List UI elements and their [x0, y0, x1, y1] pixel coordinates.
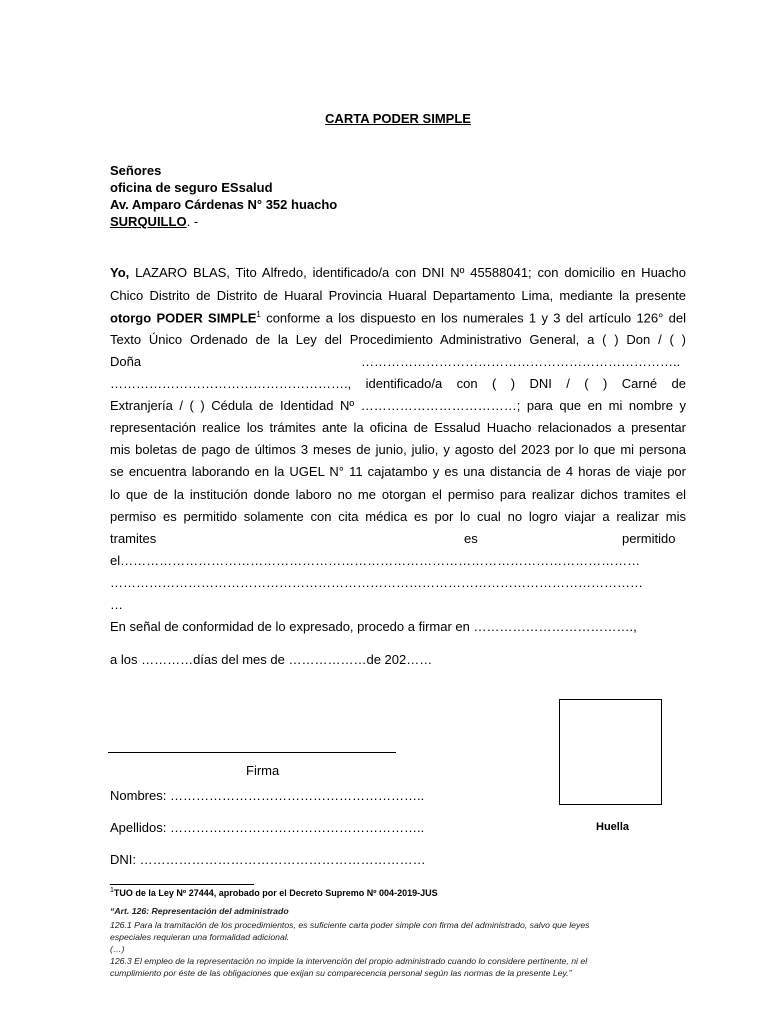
body-line-1-text: LAZARO BLAS, Tito Alfredo, identificado/a con DNI Nº 45588041; con domicilio en Huacho	[135, 265, 686, 280]
body-poder-simple: otorgo PODER SIMPLE	[110, 310, 257, 326]
body-line-16: …	[110, 597, 123, 612]
apellidos-field: Apellidos: …………………………………………………..	[110, 820, 425, 835]
signature-line	[108, 752, 396, 753]
body-line-11: lo que de la institución donde laboro no me otorgan el permiso para realizar dichos tramites el	[110, 487, 686, 502]
recipient-salutation: Señores	[110, 163, 162, 178]
body-line-5-label: Doña	[110, 354, 142, 369]
footnote-law: TUO de la Ley Nº 27444, aprobado por el Decreto Supremo Nº 004-2019-JUS	[113, 888, 438, 898]
body-line-9: mis boletas de pago de últimos 3 meses de junio, julio, y agosto del 2023 por lo que mi persona	[110, 442, 686, 457]
huella-label: Huella	[596, 821, 630, 833]
body-line-7: Extranjería / ( ) Cédula de Identidad Nº ………………………………; para que en mi nombre y	[110, 398, 686, 413]
body-line-13-c: permitido	[622, 531, 676, 546]
recipient-city: SURQUILLO	[110, 214, 187, 229]
document-title: CARTA PODER SIMPLE	[325, 111, 471, 126]
body-yo: Yo,	[110, 265, 130, 280]
body-line-12: permiso es permitido solamente con cita médica es por lo cual no logro viajar a realizar mis	[110, 509, 686, 524]
footnote-para-3b: cumplimiento por éste de las obligaciones que exijan su comparecencia personal según las normas de la presente Ley.”	[110, 968, 572, 978]
body-line-13-a: tramites	[110, 531, 157, 546]
thumbprint-box	[559, 699, 662, 805]
footnote-para-3a: 126.3 El empleo de la representación no impide la intervención del propio administrado cuando lo considere pertinente, ni el	[110, 956, 588, 966]
footnote-article-title: “Art. 126: Representación del administrado	[110, 906, 289, 916]
body-line-4: Texto Único Ordenado de la Ley del Procedimiento Administrativo General, a ( ) Don / ( )	[110, 332, 686, 347]
body-line-14: el…………………………………………………………………………………………………………	[110, 553, 641, 568]
recipient-address: Av. Amparo Cárdenas N° 352 huacho	[110, 197, 338, 212]
footnote-para-1b: especiales requieran una formalidad adicional.	[110, 932, 290, 942]
footnote-ref-marker: 1	[256, 310, 261, 319]
recipient-city-line	[110, 214, 198, 229]
recipient-city-suffix: . -	[186, 214, 199, 229]
body-line-3	[110, 310, 686, 325]
body-line-3-text: conforme a los dispuesto en los numerales 1 y 3 del artículo 126° del	[266, 310, 686, 326]
firma-label: Firma	[246, 763, 280, 778]
date-line: a los …………días del mes de ………………de 202……	[110, 652, 433, 667]
body-line-5-blank: ………………………………………………………………..	[361, 354, 681, 369]
body-line-13-b: es	[464, 531, 478, 546]
body-line-10: se encuentra laborando en la UGEL N° 11 cajatambo y es una distancia de 4 horas de viaje por	[110, 464, 686, 479]
body-line-2: Chico Distrito de Distrito de Huaral Provincia Huaral Departamento Lima, mediante la presente	[110, 288, 686, 303]
body-line-8: representación realice los trámites ante la oficina de Essalud Huacho relacionados a presentar	[110, 420, 686, 435]
footnote-separator	[110, 884, 254, 885]
nombres-field: Nombres: …………………………………………………..	[110, 788, 425, 803]
footnote-ellipsis: (…)	[110, 944, 125, 954]
recipient-office: oficina de seguro ESsalud	[110, 180, 273, 195]
dni-field: DNI: …………………………………………………………	[110, 852, 426, 867]
conformity-line: En señal de conformidad de lo expresado, procedo a firmar en ……………………………….,	[110, 619, 637, 634]
body-line-6: ………………………………………………., identificado/a con ( ) DNI / ( ) Carné de	[110, 376, 686, 391]
footnote-para-1a: 126.1 Para la tramitación de los procedimientos, es suficiente carta poder simple con firma del administrado, salvo que leyes	[110, 920, 590, 930]
footnote-marker: 1	[110, 887, 114, 894]
footnote-reference	[110, 887, 438, 898]
body-line-15: ……………………………………………………………………………………………………………	[110, 575, 643, 590]
body-line-1	[110, 265, 686, 280]
